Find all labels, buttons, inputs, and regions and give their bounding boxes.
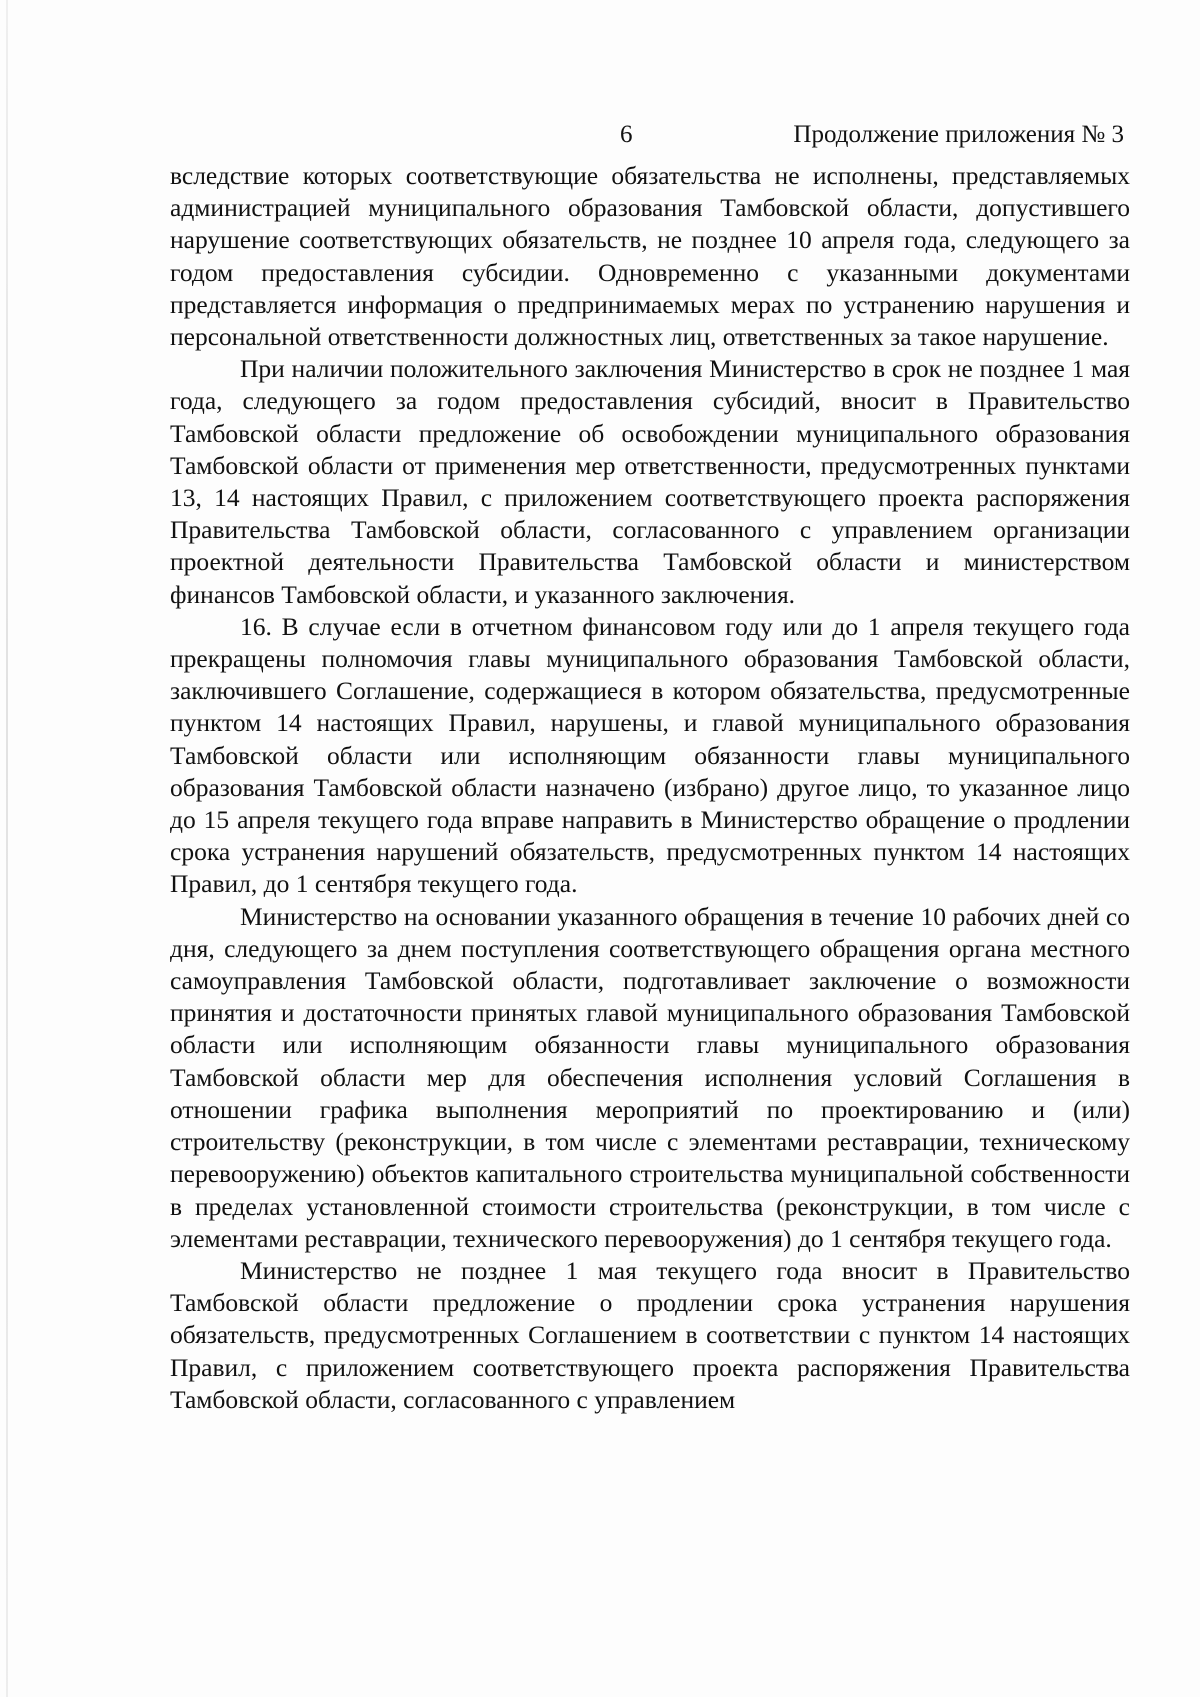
scan-edge-shadow [6,0,8,1697]
paragraph-item-16: 16. В случае если в отчетном финансовом году или до 1 апреля текущего года прекращены полномочия главы муниципального образования Тамбовской области, заключившего Соглашение, содержащиеся в котором обязательства, предусмотренные пунктом 14 настоящих Правил, нарушены, и главой муниципального образования Тамбовской области или исполняющим обязанности главы муниципального образования Тамбовской области назначено (избрано) другое лицо, то указанное лицо до 15 апреля текущего года вправе направить в Министерство обращение о продлении срока устранения нарушений обязательств, предусмотренных пунктом 14 настоящих Правил, до 1 сентября текущего года. [170,611,1130,899]
paragraph-positive-conclusion: При наличии положительного заключения Министерство в срок не позднее 1 мая года, следующего за годом предоставления субсидий, вносит в Правительство Тамбовской области предложение об освобождении муниципального образования Тамбовской области от применения мер ответственности, предусмотренных пунктами 13, 14 настоящих Правил, с приложением соответствующего проекта распоряжения Правительства Тамбовской области, согласованного с управлением организации проектной деятельности Правительства Тамбовской области и министерством финансов Тамбовской области, и указанного заключения. [170,354,1130,609]
continuation-note: Продолжение приложения № 3 [793,121,1124,148]
paragraph-ministry-proposal: Министерство не позднее 1 мая текущего года вносит в Правительство Тамбовской области предложение о продлении срока устранения нарушения обязательств, предусмотренных Соглашением в соответствии с пунктом 14 настоящих Правил, с приложением соответствующего проекта распоряжения Правительства Тамбовской области, согласованного с управлением [170,1255,1130,1414]
document-body [170,160,1130,1416]
page-number: 6 [620,121,633,148]
paragraph-continued: вследствие которых соответствующие обязательства не исполнены, представляемых администрацией муниципального образования Тамбовской области, допустившего нарушение соответствующих обязательств, не позднее 10 апреля года, следующего за годом предоставления субсидии. Одновременно с указанными документами представляется информация о предпринимаемых мерах по устранению нарушения и персональной ответственности должностных лиц, ответственных за такое нарушение. [170,161,1130,352]
paragraph-ministry-conclusion: Министерство на основании указанного обращения в течение 10 рабочих дней со дня, следующего за днем поступления соответствующего обращения органа местного самоуправления Тамбовской области, подготавливает заключение о возможности принятия и достаточности принятых главой муниципального образования Тамбовской области или исполняющим обязанности главы муниципального образования Тамбовской области мер для обеспечения исполнения условий Соглашения в отношении графика выполнения мероприятий по проектированию и (или) строительству (реконструкции, в том числе с элементами реставрации, техническому перевооружению) объектов капитального строительства муниципальной собственности в пределах установленной стоимости строительства (реконструкции, в том числе с элементами реставрации, технического перевооружения) до 1 сентября текущего года. [170,901,1130,1253]
